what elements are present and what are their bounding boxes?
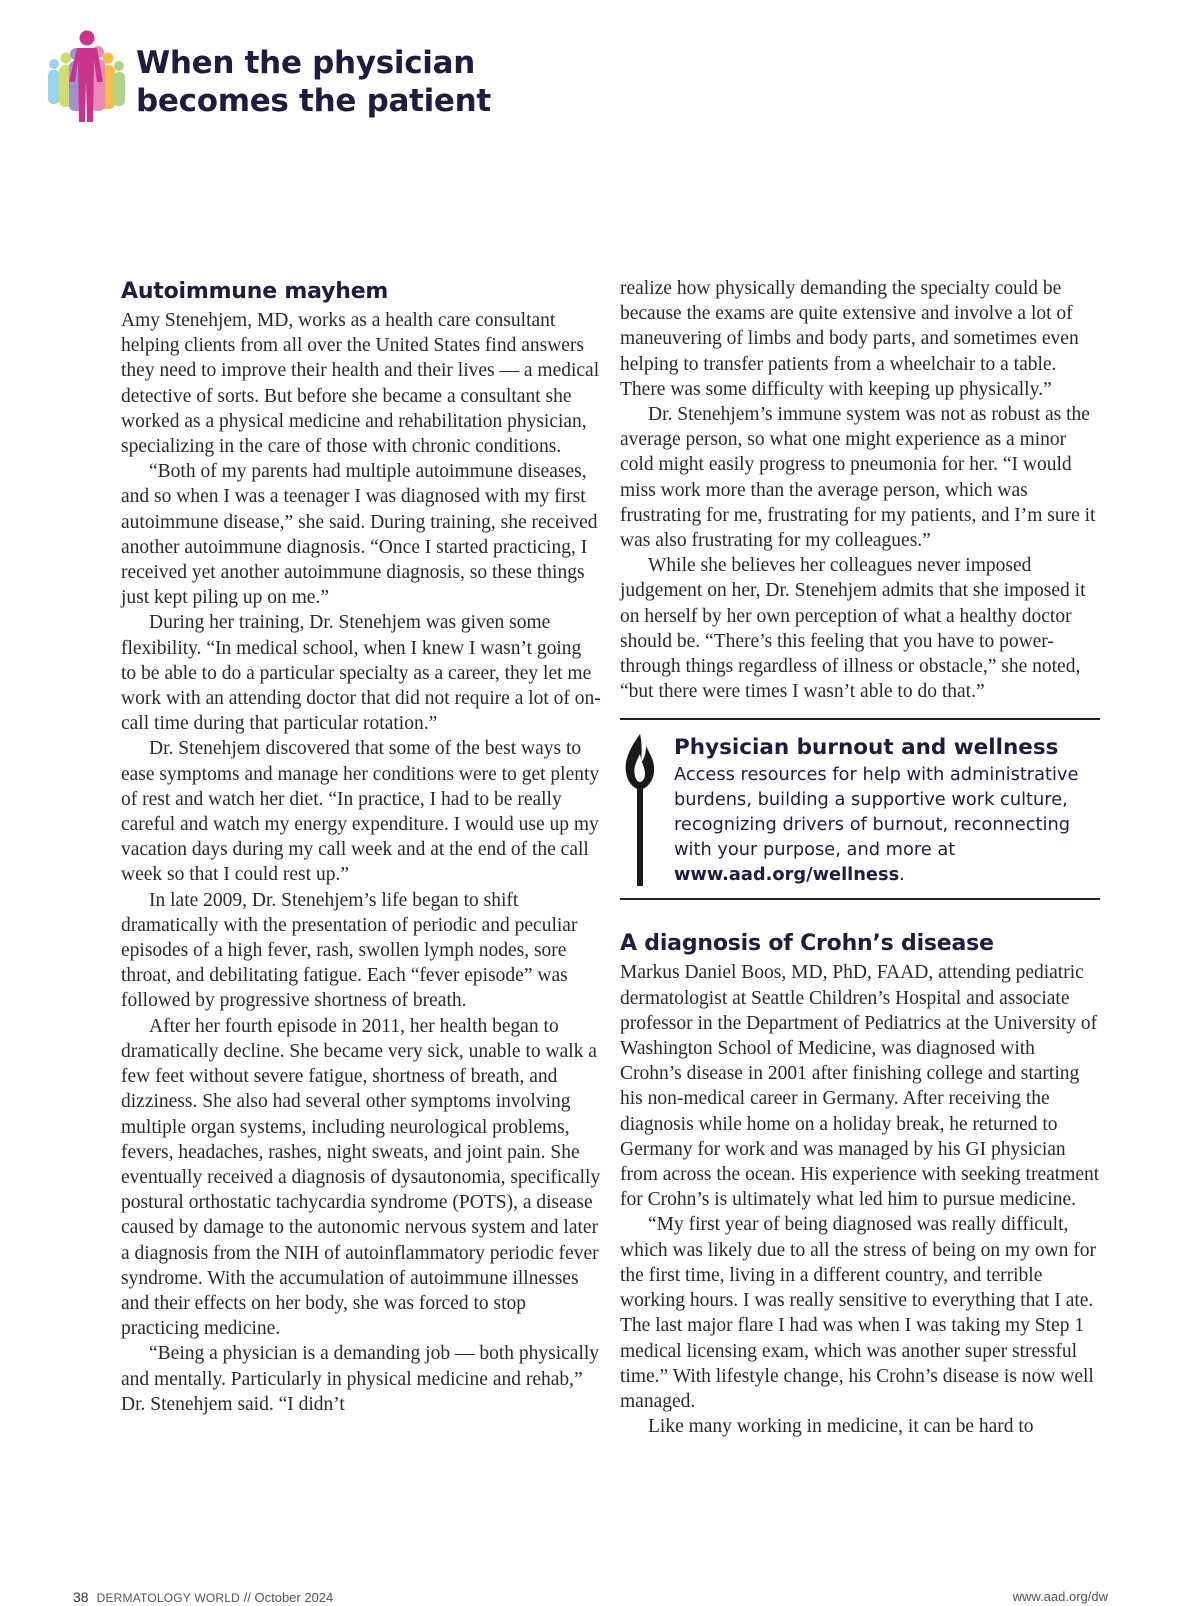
footer-folio xyxy=(73,1589,333,1605)
footer-url[interactable]: www.aad.org/dw xyxy=(1012,1589,1108,1604)
page-title xyxy=(136,44,491,120)
callout-text: Access resources for help with administrative burdens, building a supportive work culture, recognizing drivers of burnout, reconnecting with your purpose, and more at xyxy=(674,764,1079,861)
body-paragraph: realize how physically demanding the specialty could be because the exams are quite extensive and involve a lot of maneuvering of limbs and body parts, and sometimes even helping to transfer patients from a wheelchair to a table. There was some difficulty with keeping up physically.” xyxy=(620,278,1079,400)
lit-match-icon xyxy=(620,732,660,888)
body-paragraph: Like many working in medicine, it can be hard to xyxy=(648,1416,1034,1438)
folio-separator: // xyxy=(243,1590,251,1605)
section-heading-autoimmune: Autoimmune mayhem xyxy=(121,279,389,304)
section-heading-crohns: A diagnosis of Crohn’s disease xyxy=(620,931,994,957)
body-paragraph: “Both of my parents had multiple autoimmune diseases, and so when I was a teenager I was diagnosed with my first autoimmune disease,” she said. During training, she received another autoimmune diagnosis. “Once I started practicing, I received yet another autoimmune diagnosis, so these things just kept piling up on me.” xyxy=(121,461,598,609)
page-number: 38 xyxy=(73,1589,89,1605)
body-paragraph: After her fourth episode in 2011, her health began to dramatically decline. She became very sick, unable to walk a few feet without severe fatigue, shortness of breath, and dizziness. She also had several other symptoms involving multiple organ systems, including neurological problems, fevers, headaches, rashes, night sweats, and joint pain. She eventually received a diagnosis of dysautonomia, specifically postural orthostatic tachycardia syndrome (POTS), a disease caused by damage to the autonomic nervous system and later a diagnosis from the NIH of autoinflammatory periodic fever syndrome. With the accumulation of autoimmune illnesses and their effects on her body, she was forced to stop practicing medicine. xyxy=(121,1015,601,1340)
wellness-callout-box xyxy=(620,718,1100,900)
body-paragraph: Dr. Stenehjem discovered that some of the best ways to ease symptoms and manage her conditions were to get plenty of rest and watch her diet. “In practice, I had to be really careful and watch my energy expenditure. I would use up my vacation days during my call week and at the end of the call week so that I could rest up.” xyxy=(121,738,600,886)
body-paragraph: While she believes her colleagues never imposed judgement on her, Dr. Stenehjem admits that she imposed it on herself by her own perception of what a healthy doctor should be. “There’s this feeling that you have to power-through things regardless of illness or obstacle,” she noted, “but there were times I wasn’t able to do that.” xyxy=(620,555,1086,703)
callout-heading: Physician burnout and wellness xyxy=(674,735,1059,761)
callout-body xyxy=(674,762,1104,887)
title-line-1: When the physician xyxy=(136,45,475,81)
issue-date: October 2024 xyxy=(254,1590,334,1605)
body-paragraph: Dr. Stenehjem’s immune system was not as robust as the average person, so what one might experience as a minor cold might easily progress to pneumonia for her. “I would miss work more than the average person, which was frustrating for me, frustrating for my patients, and I’m sure it was also frustrating for my colleagues.” xyxy=(620,404,1096,552)
body-paragraph: In late 2009, Dr. Stenehjem’s life began to shift dramatically with the presentation of periodic and peculiar episodes of a high fever, rash, swollen lymph nodes, sore throat, and debilitating fatigue. Each “fever episode” was followed by progressive shortness of breath. xyxy=(121,889,578,1012)
left-column xyxy=(121,276,601,1417)
wellness-link[interactable]: www.aad.org/wellness xyxy=(674,864,900,886)
body-paragraph: “Being a physician is a demanding job — both physically and mentally. Particularly in physical medicine and rehab,” Dr. Stenehjem said. “I didn’t xyxy=(121,1343,600,1415)
people-silhouettes-icon xyxy=(42,28,130,132)
publication-name: DERMATOLOGY WORLD xyxy=(96,1591,240,1605)
body-paragraph: Markus Daniel Boos, MD, PhD, FAAD, attending pediatric dermatologist at Seattle Children’s Hospital and associate professor in the Department of Pediatrics at the University of Washington School of Medicine, was diagnosed with Crohn’s disease in 2001 after finishing college and starting his non-medical career in Germany. After receiving the diagnosis while home on a holiday break, he returned to Germany for work and was managed by his GI physician from across the ocean. His experience with seeking treatment for Crohn’s is ultimately what led him to pursue medicine. xyxy=(620,962,1100,1211)
body-paragraph: During her training, Dr. Stenehjem was given some flexibility. “In medical school, when I knew I wasn’t going to be able to do a particular specialty as a career, they let me work with an attending doctor that did not require a lot of on-call time during that particular rotation.” xyxy=(121,612,601,735)
callout-period: . xyxy=(899,864,905,886)
body-paragraph: Amy Stenehjem, MD, works as a health care consultant helping clients from all over the United States find answers they need to improve their health and their lives — a medical detective of sorts. But before she became a consultant she worked as a physical medicine and rehabilitation physician, specializing in the care of those with chronic conditions. xyxy=(121,310,600,458)
title-line-2: becomes the patient xyxy=(136,83,491,119)
body-paragraph: “My first year of being diagnosed was really difficult, which was likely due to all the stress of being on my own for the first time, living in a different country, and terrible working hours. I was really sensitive to everything that I ate. The last major flare I had was when I was taking my Step 1 medical licensing exam, which was another super stressful time.” With lifestyle change, his Crohn’s disease is now well managed. xyxy=(620,1214,1097,1412)
right-column xyxy=(620,276,1100,1439)
